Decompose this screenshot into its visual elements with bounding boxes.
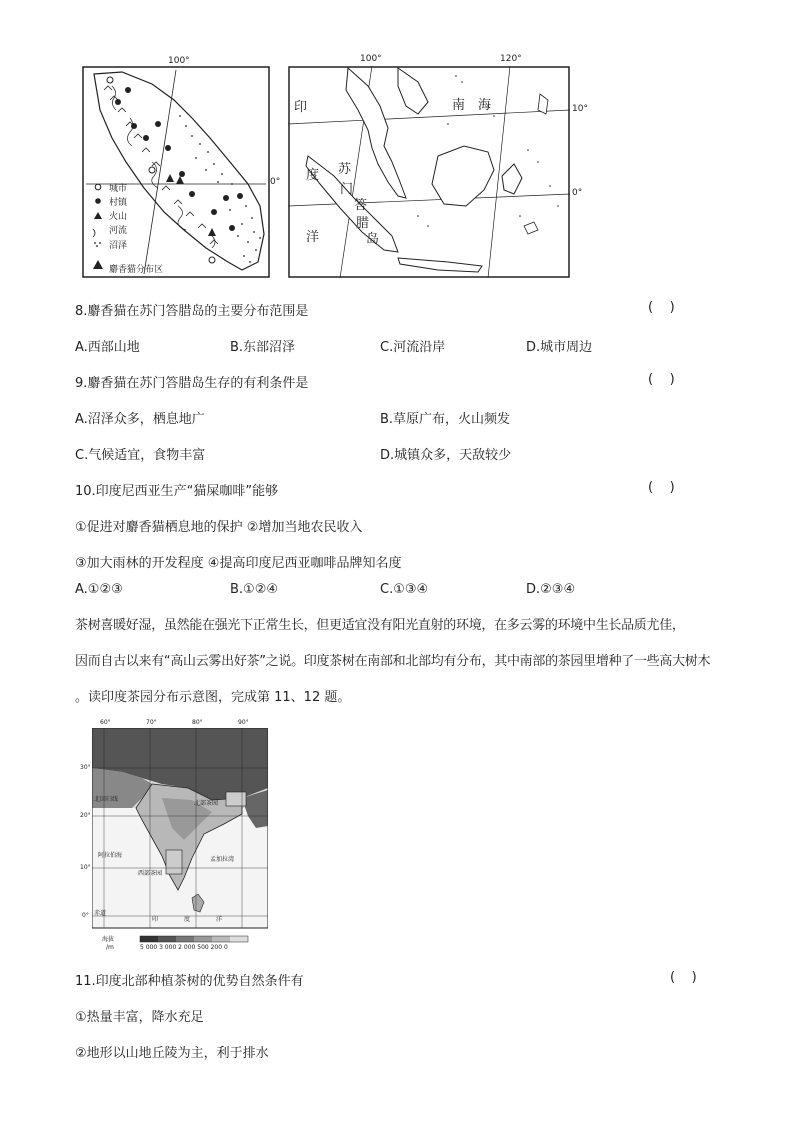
map3-lon-60: 60°: [100, 719, 111, 726]
question-10-stem: 10.印度尼西亚生产“猫屎咖啡”能够: [75, 484, 279, 499]
elevation-legend-title: 海拔: [102, 936, 115, 943]
question-10-answer-paren: ( ): [648, 480, 675, 495]
arabian-sea-label: 阿拉伯海: [98, 852, 123, 859]
tropic-label: 北回归线: [94, 796, 119, 803]
q10-option-b: B.①②④: [230, 582, 279, 597]
elevation-legend-values: 5 000 3 000 2 000 500 200 0: [140, 944, 228, 951]
ocean-label-2: 度: [184, 916, 191, 923]
legend-swamp: 沼泽: [109, 241, 128, 251]
q10-item-line-2: ③加大雨林的开发程度 ④提高印度尼西亚咖啡品牌知名度: [75, 556, 402, 571]
q10-option-a: A.①②③: [75, 582, 123, 597]
q10-item-line-1: ①促进对麝香猫栖息地的保护 ②增加当地农民收入: [75, 520, 363, 535]
elevation-legend-unit: /m: [106, 944, 114, 951]
q9-option-a: A.沼泽众多，栖息地广: [75, 412, 205, 427]
question-8-answer-paren: ( ): [648, 300, 675, 315]
q8-option-b: B.东部沼泽: [230, 340, 296, 355]
q8-option-d: D.城市周边: [526, 340, 593, 355]
question-11-stem: 11.印度北部种植茶树的优势自然条件有: [75, 974, 304, 989]
map2-lat-0: 0°: [572, 188, 583, 198]
label-yin: 印: [294, 100, 308, 115]
q9-option-b: B.草原广布，火山频发: [380, 412, 511, 427]
q8-option-c: C.河流沿岸: [380, 340, 446, 355]
south-tea-garden-label: 西部茶园: [138, 870, 163, 877]
map3-lat-20: 20°: [80, 812, 91, 819]
southeast-asia-map: [288, 54, 588, 278]
equator-label: 赤道: [94, 910, 107, 917]
label-dao: 岛: [366, 232, 380, 247]
legend-civet-area: 麝香猫分布区: [109, 265, 164, 275]
passage-line-1: 茶树喜暖好湿，虽然能在强光下正常生长，但更适宜没有阳光直射的环境，在多云雾的环境中生长品质尤佳，: [75, 618, 685, 633]
label-nan: 南: [452, 98, 466, 113]
ocean-label-3: 洋: [216, 916, 223, 923]
q9-option-d: D.城镇众多，天敌较少: [380, 448, 512, 463]
q8-option-a: A.西部山地: [75, 340, 140, 355]
passage-line-3: 。读印度茶园分布示意图，完成第 11、12 题。: [75, 690, 351, 705]
q10-option-c: C.①③④: [380, 582, 429, 597]
label-men: 门: [340, 182, 354, 197]
sumatra-detail-map: [82, 56, 281, 278]
legend-volcano: 火山: [109, 212, 128, 222]
map2-lon-100: 100°: [360, 54, 382, 64]
label-du: 度: [306, 168, 320, 183]
label-da: 答: [354, 198, 368, 213]
passage-line-2: 因而自古以来有“高山云雾出好茶”之说。印度茶树在南部和北部均有分布，其中南部的茶园里增种了一些高大树木: [75, 654, 711, 669]
map3-lat-10: 10°: [80, 864, 91, 871]
legend-village: 村镇: [109, 198, 128, 208]
question-8-stem: 8.麝香猫在苏门答腊岛的主要分布范围是: [75, 304, 309, 319]
map2-lat-10: 10°: [572, 104, 588, 114]
label-hai: 海: [478, 98, 492, 113]
map3-lat-30: 30°: [80, 764, 91, 771]
legend-city: 城市: [109, 184, 128, 194]
north-tea-garden-label: 北部茶园: [194, 800, 219, 807]
q10-option-d: D.②③④: [526, 582, 576, 597]
q9-option-c: C.气候适宜，食物丰富: [75, 448, 206, 463]
map3-lat-0: 0°: [82, 912, 89, 919]
bay-label: 孟加拉湾: [210, 856, 235, 863]
label-su: 苏: [338, 162, 352, 177]
label-la: 腊: [356, 216, 370, 231]
ocean-label-1: 印: [152, 916, 159, 923]
map3-lon-90: 90°: [238, 719, 249, 726]
legend-river: 河流: [109, 226, 128, 236]
q11-item-1: ①热量丰富，降水充足: [75, 1010, 204, 1025]
question-9-stem: 9.麝香猫在苏门答腊岛生存的有利条件是: [75, 376, 309, 391]
map2-lon-120: 120°: [500, 54, 522, 64]
label-yang: 洋: [306, 230, 320, 245]
map3-lon-70: 70°: [146, 719, 157, 726]
map1-lon-100: 100°: [168, 56, 190, 66]
map1-lat-0: 0°: [270, 177, 281, 187]
q11-item-2: ②地形以山地丘陵为主，利于排水: [75, 1046, 269, 1061]
map3-lon-80: 80°: [192, 719, 203, 726]
question-9-answer-paren: ( ): [648, 372, 675, 387]
question-11-answer-paren: ( ): [670, 970, 697, 985]
india-tea-map: [80, 719, 268, 954]
